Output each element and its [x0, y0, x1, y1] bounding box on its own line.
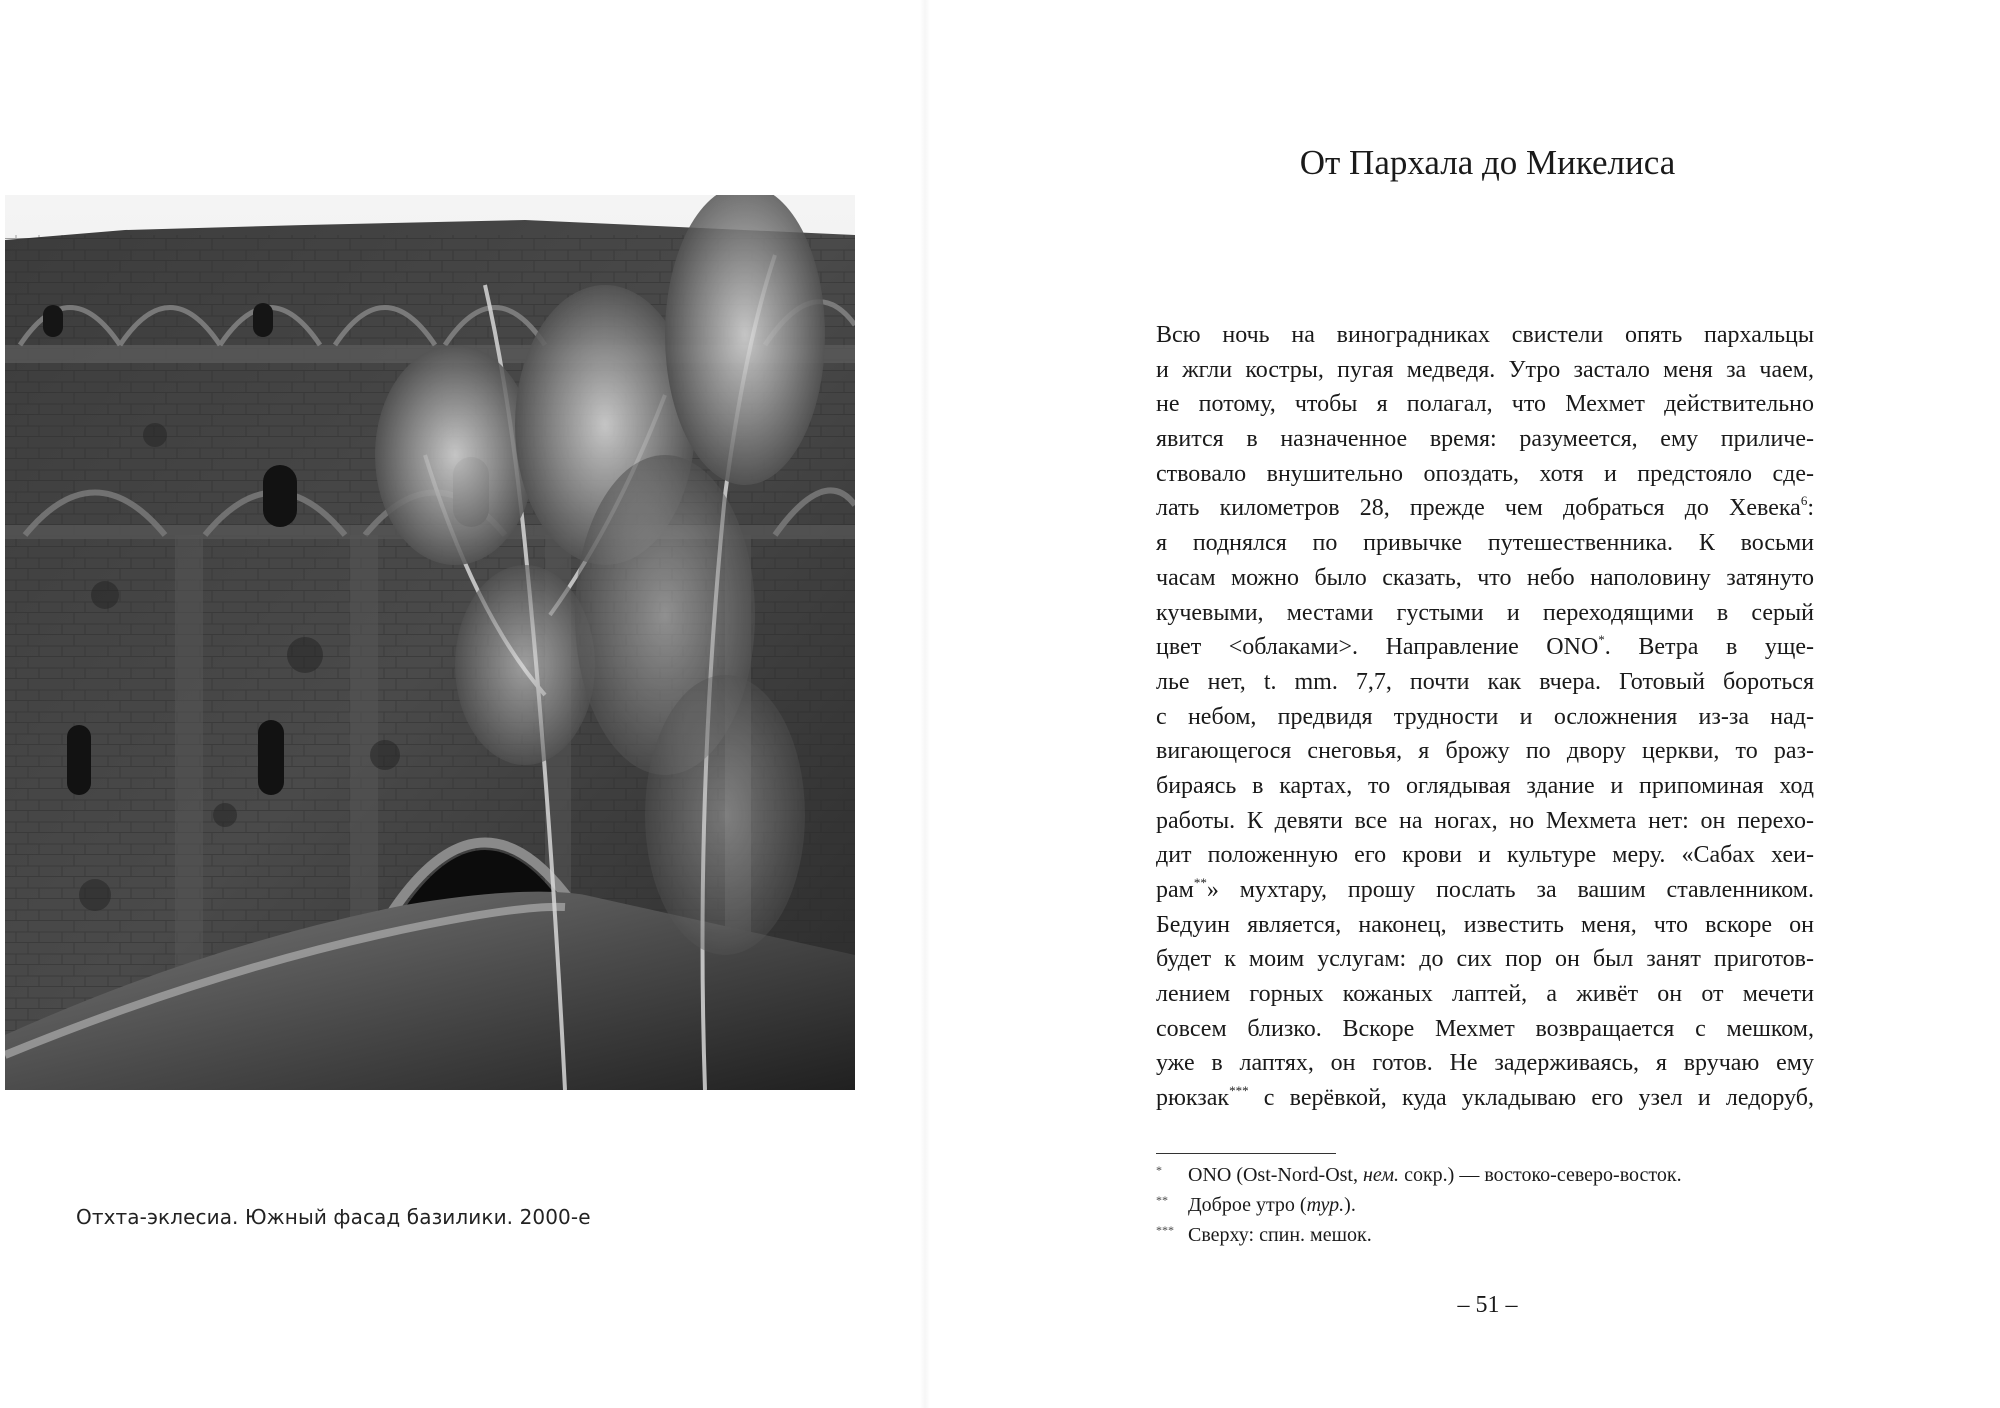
text-line: уже в лаптях, он готов. Не задерживаясь, я вручаю ему [1156, 1050, 1814, 1077]
page-number: – 51 – [1457, 1292, 1518, 1318]
church-facade-illustration [5, 195, 855, 1090]
text-line: вигающегося снеговья, я брожу по двору церкви, то раз- [1156, 738, 1814, 765]
right-page [930, 0, 2000, 1408]
text-segment: лать километров 28, прежде чем добраться до Хевека [1156, 495, 1801, 522]
footnote-text-segment: ). [1344, 1194, 1356, 1216]
footnote-italic: нем. [1362, 1164, 1400, 1186]
photo-caption: Отхта-эклесиа. Южный фасад базилики. 2000-е [76, 1205, 591, 1229]
footnote-text [1188, 1220, 1372, 1250]
text-line: кучевыми, местами густыми и переходящими в серый [1156, 599, 1814, 626]
footnote-text-segment: Сверху: спин. мешок. [1188, 1224, 1372, 1246]
text-line: будет к моим услугам: до сих пор он был занят приготов- [1156, 946, 1814, 973]
text-segment: : [1807, 495, 1814, 522]
text-line [1156, 1081, 1814, 1116]
text-line: лением горных кожаных лаптей, а живёт он от мечети [1156, 981, 1814, 1008]
text-segment: цвет <облаками>. Направление ONO [1156, 634, 1599, 661]
footnote-ref-1: * [1598, 632, 1605, 648]
text-line: с небом, предвидя трудности и осложнения из-за над- [1156, 703, 1814, 730]
text-segment: с верёвкой, куда укладываю его узел и ледоруб, [1248, 1085, 1814, 1112]
text-line: не потому, чтобы я полагал, что Мехмет действительно [1156, 391, 1814, 418]
text-segment: рам [1156, 877, 1194, 903]
text-line [1156, 491, 1814, 526]
text-line [1156, 873, 1814, 908]
text-segment: » мухтару, прошу послать за вашим ставленником. [1206, 877, 1814, 903]
text-segment: . Ветра в уще- [1604, 634, 1814, 661]
body-text [1156, 318, 1814, 1116]
footnote-mark: * [1156, 1163, 1162, 1177]
text-line: ствовало внушительно опоздать, хотя и предстояло сде- [1156, 460, 1814, 487]
footnotes [1156, 1160, 1816, 1250]
left-page [0, 0, 925, 1408]
text-line: я поднялся по привычке путешественника. К восьми [1156, 530, 1814, 557]
footnote-italic: тур. [1306, 1194, 1345, 1216]
text-line: часам можно было сказать, что небо наполовину затянуто [1156, 564, 1814, 591]
text-line: бираясь в картах, то оглядывая здание и припоминая ход [1156, 772, 1814, 799]
footnote-text-segment: Доброе утро ( [1188, 1194, 1307, 1216]
text-line: лье нет, t. mm. 7,7, почти как вчера. Готовый бороться [1156, 668, 1814, 695]
text-line: Всю ночь на виноградниках свистели опять пархальцы [1156, 322, 1814, 348]
footnote-mark: ** [1156, 1193, 1168, 1207]
footnote-text [1188, 1160, 1682, 1190]
text-line: дит положенную его крови и культуре меру. «Сабах хеи- [1156, 842, 1814, 869]
footnote-ref-3: *** [1229, 1083, 1249, 1099]
footnote-text [1188, 1190, 1356, 1220]
text-line [1156, 630, 1814, 665]
footnote-text-segment: ONO (Ost-Nord-Ost, [1188, 1164, 1363, 1186]
footnote-divider [1156, 1153, 1336, 1154]
text-line: Бедуин является, наконец, известить меня, что вскоре он [1156, 911, 1814, 938]
text-line: явится в назначенное время: разумеется, ему приличе- [1156, 426, 1814, 453]
footnote-ref-2: ** [1193, 875, 1207, 890]
footnote-1 [1156, 1160, 1816, 1190]
footnote-ref-6: 6 [1800, 493, 1808, 509]
footnote-text-segment: сокр.) — востоко-северо-восток. [1399, 1164, 1682, 1186]
text-line: совсем близко. Вскоре Мехмет возвращается с мешком, [1156, 1015, 1814, 1042]
footnote-2 [1156, 1190, 1816, 1220]
footnote-3 [1156, 1220, 1816, 1250]
chapter-title: От Пархала до Микелиса [1299, 143, 1676, 182]
text-segment: рюкзак [1156, 1085, 1230, 1112]
text-line: работы. К девяти все на ногах, но Мехмета нет: он перехо- [1156, 807, 1814, 834]
church-facade-photo [5, 195, 855, 1090]
text-line: и жгли костры, пугая медведя. Утро застало меня за чаем, [1156, 356, 1814, 383]
footnote-mark: *** [1156, 1223, 1174, 1237]
